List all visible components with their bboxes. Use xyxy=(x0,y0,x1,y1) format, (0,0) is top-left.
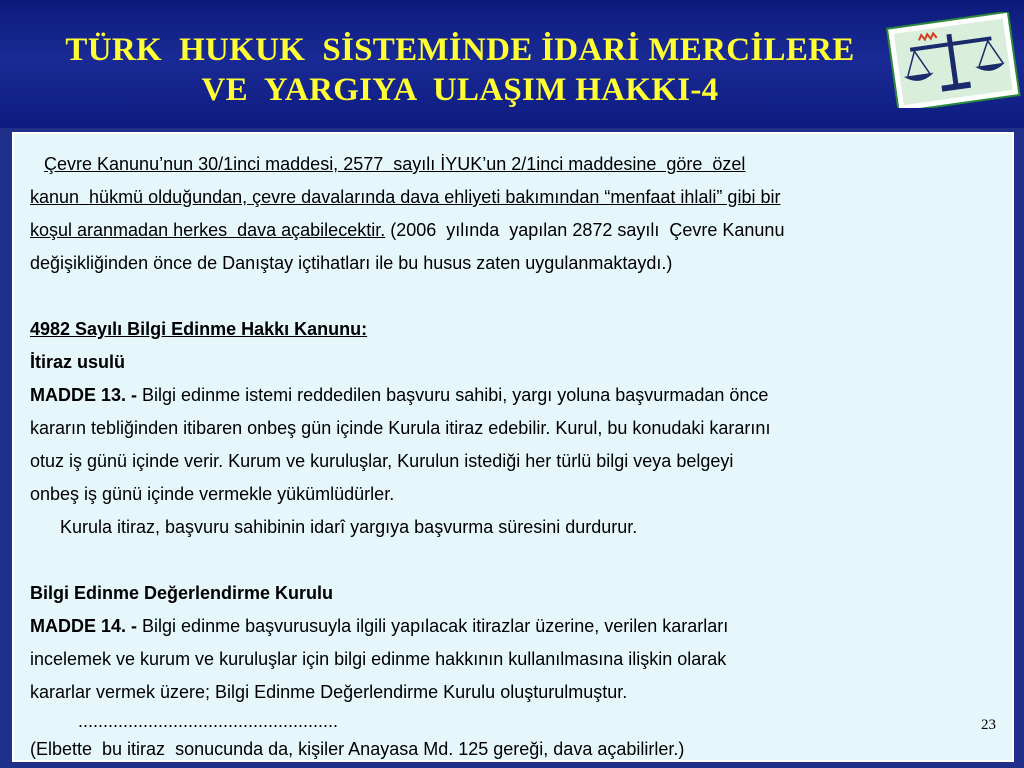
section-heading: Bilgi Edinme Değerlendirme Kurulu xyxy=(30,583,334,603)
paragraph-text: (2006 yılında yapılan 2872 sayılı Çevre Kanunu xyxy=(385,220,785,240)
section-heading: İtiraz usulü xyxy=(30,352,126,372)
article-label: MADDE 14. - xyxy=(30,616,143,636)
article-14-line: incelemek ve kurum ve kuruluşlar için bilgi edinme hakkının kullanılmasına ilişkin olarak xyxy=(30,649,727,669)
slide-body xyxy=(30,148,1000,766)
spacer xyxy=(30,280,1000,313)
article-14-line: kararlar vermek üzere; Bilgi Edinme Değerlendirme Kurulu oluşturulmuştur. xyxy=(30,682,628,702)
paragraph-line xyxy=(30,214,1000,247)
law-title: 4982 Sayılı Bilgi Edinme Hakkı Kanunu: xyxy=(30,319,368,339)
page-title xyxy=(0,30,920,110)
article-13-line: kararın tebliğinden itibaren onbeş gün içinde Kurula itiraz edebilir. Kurul, bu konudaki kararını xyxy=(30,418,771,438)
scales-of-justice-icon xyxy=(882,12,1022,108)
paragraph-line xyxy=(30,181,1000,214)
article-14-line xyxy=(30,610,1000,643)
spacer xyxy=(30,544,1000,577)
article-13-line: otuz iş günü içinde verir. Kurum ve kuruluşlar, Kurulun istediği her türlü bilgi veya belgeyi xyxy=(30,451,734,471)
article-label: MADDE 13. - xyxy=(30,385,143,405)
article-text: Bilgi edinme istemi reddedilen başvuru sahibi, yargı yoluna başvurmadan önce xyxy=(142,385,769,405)
paragraph-line xyxy=(30,148,1000,181)
title-line-1: TÜRK HUKUK SİSTEMİNDE İDARİ MERCİLERE xyxy=(65,32,855,68)
underlined-text: Çevre Kanunu’nun 30/1inci maddesi, 2577 sayılı İYUK’un 2/1inci maddesine göre özel xyxy=(44,154,746,174)
paragraph-line: değişikliğinden önce de Danıştay içtihatları ile bu husus zaten uygulanmaktaydı.) xyxy=(30,253,673,273)
title-line-2: VE YARGIYA ULAŞIM HAKKI-4 xyxy=(201,72,719,108)
article-13-note: Kurula itiraz, başvuru sahibinin idarî yargıya başvurma süresini durdurur. xyxy=(60,517,638,537)
header-banner xyxy=(0,0,1024,128)
underlined-text: kanun hükmü olduğundan, çevre davalarında dava ehliyeti bakımından “menfaat ihlali” gibi bir xyxy=(30,187,781,207)
article-13-line xyxy=(30,379,1000,412)
content-panel xyxy=(12,132,1014,762)
page-number: 23 xyxy=(981,717,996,733)
underlined-text: koşul aranmadan herkes dava açabilecektir. xyxy=(30,220,386,240)
article-13-line: onbeş iş günü içinde vermekle yükümlüdürler. xyxy=(30,484,395,504)
article-text: Bilgi edinme başvurusuyla ilgili yapılacak itirazlar üzerine, verilen kararları xyxy=(142,616,729,636)
ellipsis-dots: .................................................... xyxy=(78,711,339,731)
final-note: (Elbette bu itiraz sonucunda da, kişiler Anayasa Md. 125 gereği, dava açabilirler.) xyxy=(30,739,685,759)
